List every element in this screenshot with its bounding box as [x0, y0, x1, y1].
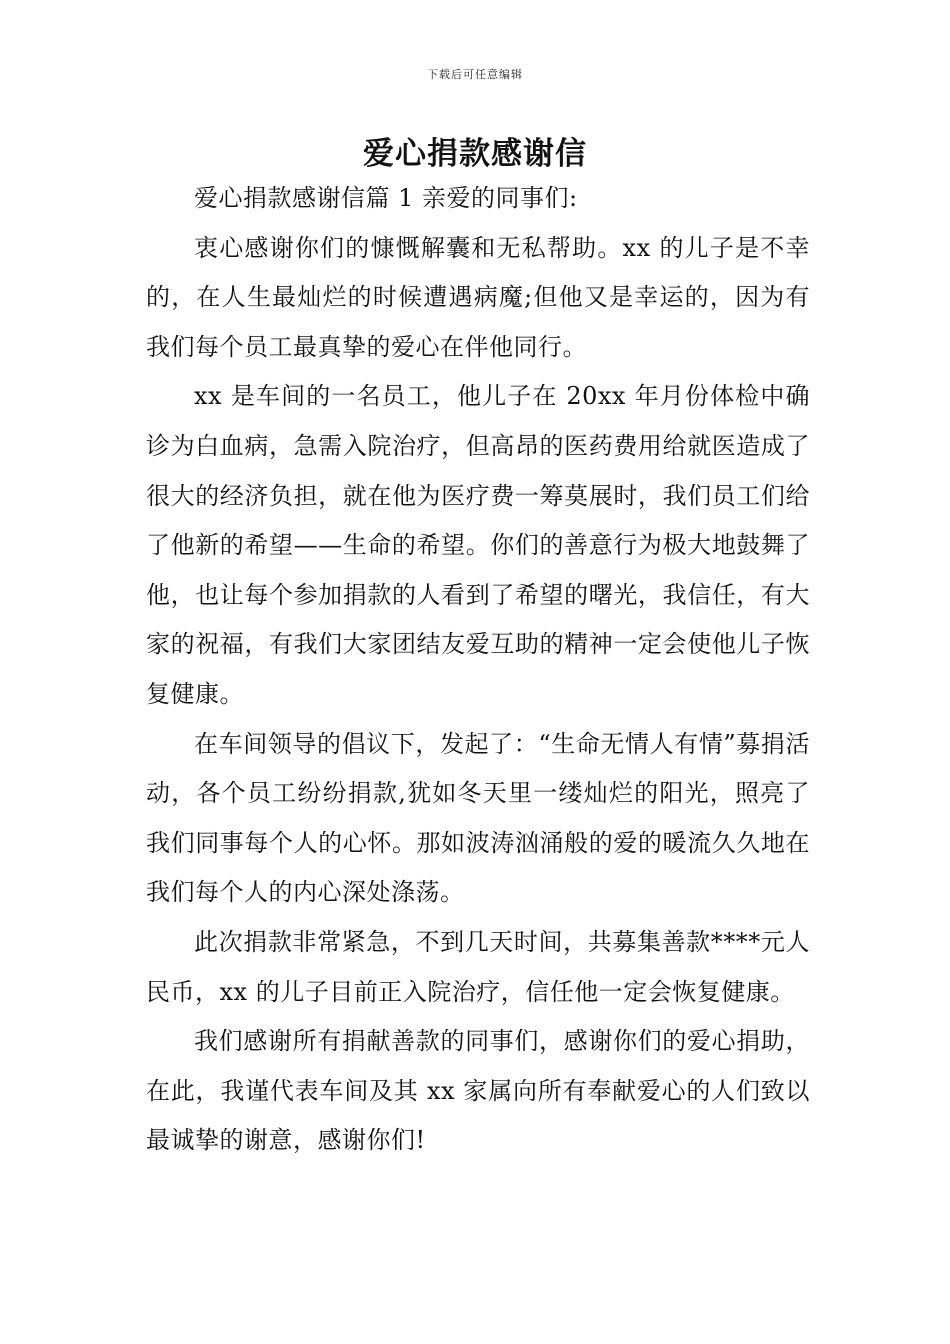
- header-note: 下载后可任意编辑: [427, 68, 523, 81]
- letter-body: [146, 174, 810, 1166]
- body-paragraph: 此次捐款非常紧急，不到几天时间，共募集善款****元人民币，xx 的儿子目前正入院治疗，信任他一定会恢复健康。: [146, 927, 810, 1006]
- body-paragraph: xx 是车间的一名员工，他儿子在 20xx 年月份体检中确诊为白血病，急需入院治疗，但高昂的医药费用给就医造成了很大的经济负担，就在他为医疗费一筹莫展时，我们员工们给了他新的希望——生命的希望。你们的善意行为极大地鼓舞了他，也让每个参加捐款的人看到了希望的曙光，我信任，有大家的祝福，有我们大家团结友爱互助的精神一定会使他儿子恢复健康。: [146, 382, 810, 708]
- greeting-paragraph: 爱心捐款感谢信篇 1 亲爱的同事们:: [194, 184, 578, 212]
- body-paragraph: 在车间领导的倡议下，发起了：“生命无情人有情”募捐活动，各个员工纷纷捐款,犹如冬天里一缕灿烂的阳光，照亮了我们同事每个人的心怀。那如波涛汹涌般的爱的暖流久久地在我们每个人的内心深处涤荡。: [146, 729, 810, 907]
- body-paragraph: 我们感谢所有捐献善款的同事们，感谢你们的爱心捐助，在此，我谨代表车间及其 xx 家属向所有奉献爱心的人们致以最诚挚的谢意，感谢你们!: [146, 1027, 810, 1155]
- body-paragraph: 衷心感谢你们的慷慨解囊和无私帮助。xx 的儿子是不幸的，在人生最灿烂的时候遭遇病魔;但他又是幸运的，因为有我们每个员工最真挚的爱心在伴他同行。: [146, 233, 810, 361]
- document-title: 爱心捐款感谢信: [363, 136, 587, 172]
